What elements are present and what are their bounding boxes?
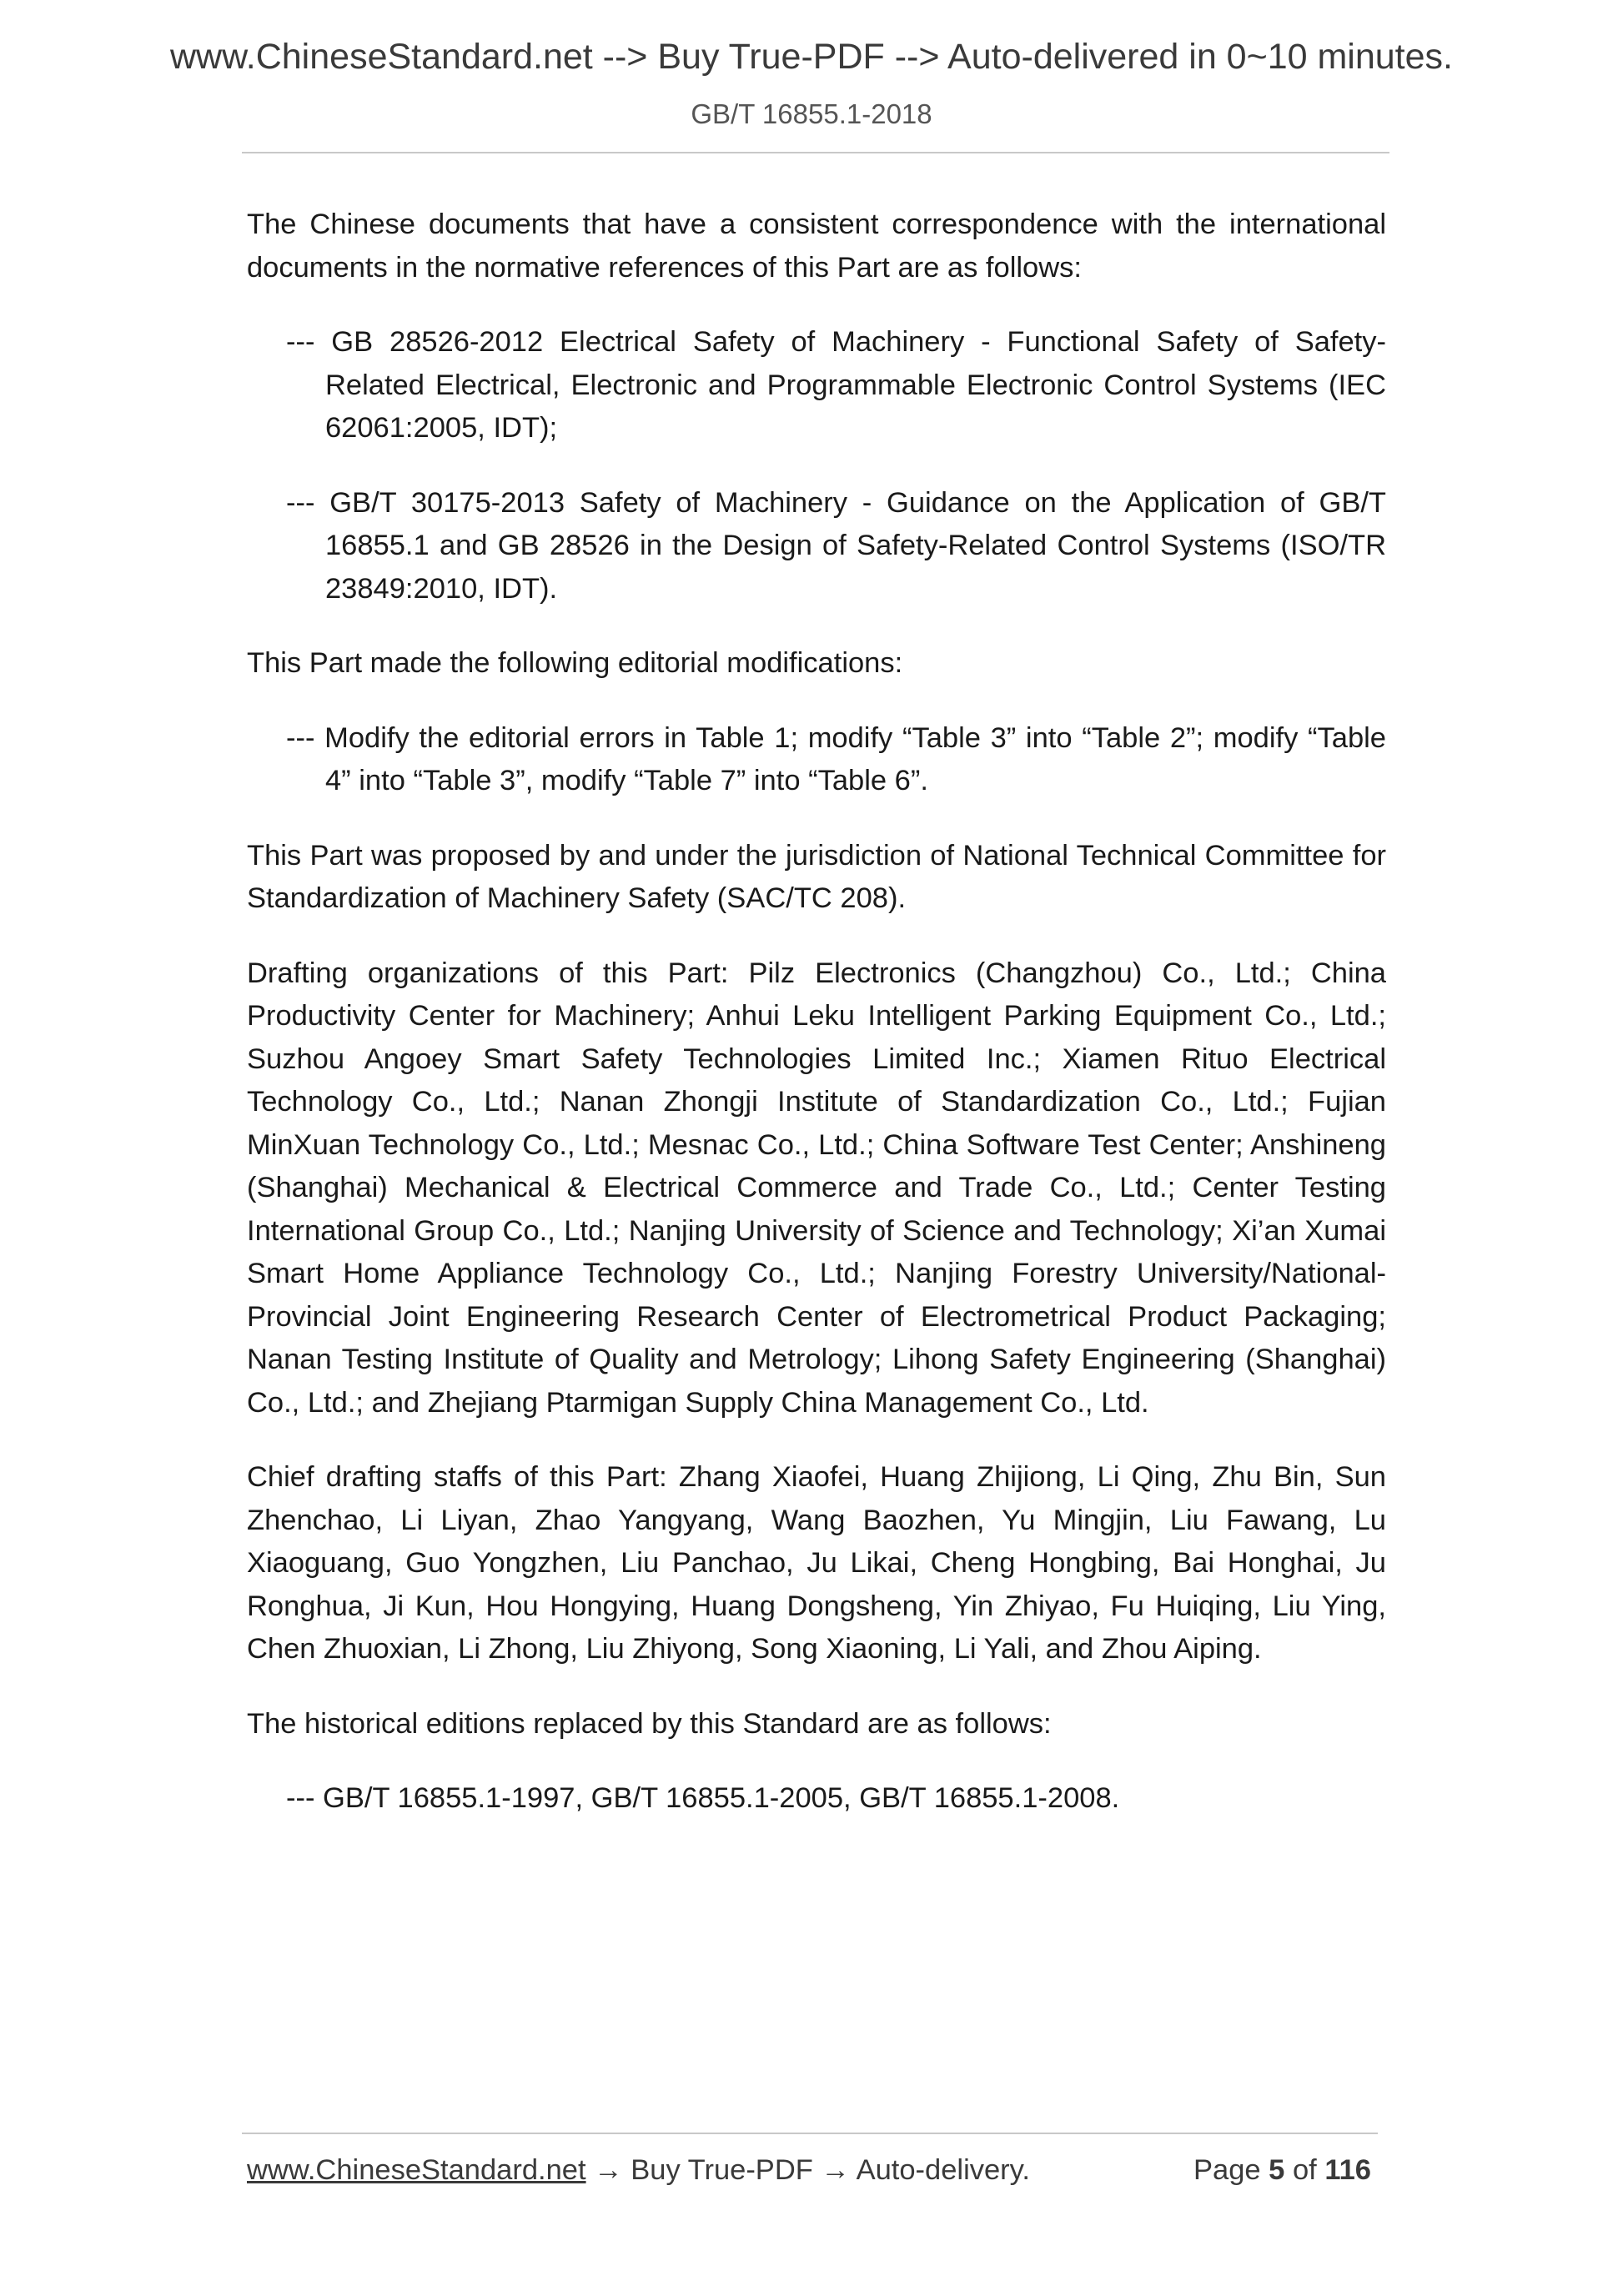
paragraph-correspondence: The Chinese documents that have a consistent correspondence with the international documents in the normative references of this Part are as follows: [247,208,1386,284]
paragraph-drafting-staff: Chief drafting staffs of this Part: Zhang Xiaofei, Huang Zhijiong, Li Qing, Zhu Bin, Sun Zhenchao, Li Liyan, Zhao Yangyang, Wang Baozhen, Yu Mingjin, Liu Fawang, Lu Xiaoguang, Guo Yongzhen, Liu Panchao, Ju Likai, Cheng Hongbing, Bai Honghai, Ju Ronghua, Ji Kun, Hou Hongying, Huang Dongsheng, Yin Zhiyao, Fu Huiqing, Liu Ying, Chen Zhuoxian, Li Zhong, Liu Zhiyong, Song Xiaoning, Li Yali, and Zhou Aiping. [247,1461,1386,1665]
page-indicator [1193,2154,1371,2187]
header-divider [242,152,1389,153]
footer-tagline: → Buy True-PDF → Auto-delivery. [585,2154,1030,2186]
list-item: --- Modify the editorial errors in Table 1; modify “Table 3” into “Table 2”; modify “Table 4” into “Table 3”, modify “Table 7” into “Table 6”. [286,721,1386,796]
page-current: 5 [1269,2154,1285,2186]
page-of: of [1292,2154,1317,2186]
page-content [247,203,1386,1852]
footer-site-link[interactable]: www.ChineseStandard.net [247,2154,586,2186]
site-banner[interactable]: www.ChineseStandard.net --> Buy True-PDF --> Auto-delivered in 0~10 minutes. [169,37,1453,77]
page-footer [247,2154,1381,2196]
list-item: --- GB/T 30175-2013 Safety of Machinery - Guidance on the Application of GB/T 16855.1 and GB 28526 in the Design of Safety-Related Control Systems (ISO/TR 23849:2010, IDT). [286,486,1386,605]
list-item: --- GB 28526-2012 Electrical Safety of Machinery - Functional Safety of Safety-Related Electrical, Electronic and Programmable Electronic Control Systems (IEC 62061:2005, IDT); [286,326,1386,444]
paragraph-editorial: This Part made the following editorial modifications: [247,647,903,679]
list-item: --- GB/T 16855.1-1997, GB/T 16855.1-2005, GB/T 16855.1-2008. [286,1782,1120,1814]
page-label: Page [1193,2154,1261,2186]
paragraph-proposed: This Part was proposed by and under the jurisdiction of National Technical Committee for Standardization of Machinery Safety (SAC/TC 208). [247,839,1386,914]
page-total: 116 [1324,2154,1371,2186]
footer-left [247,2154,1030,2187]
document-number: GB/T 16855.1-2018 [691,98,932,129]
paragraph-drafting-organizations: Drafting organizations of this Part: Pilz Electronics (Changzhou) Co., Ltd.; China Productivity Center for Machinery; Anhui Leku Intelligent Parking Equipment Co., Ltd.; Suzhou Angoey Smart Safety Technologies Limited Inc.; Xiamen Rituo Electrical Technology Co., Ltd.; Nanan Zhongji Institute of Standardization Co., Ltd.; Fujian MinXuan Technology Co., Ltd.; Mesnac Co., Ltd.; China Software Test Center; Anshineng (Shanghai) Mechanical & Electrical Commerce and Trade Co., Ltd.; Center Testing International Group Co., Ltd.; Nanjing University of Science and Technology; Xi’an Xumai Smart Home Appliance Technology Co., Ltd.; Nanjing Forestry University/National-Provincial Joint Engineering Research Center of Electrometrical Product Packaging; Nanan Testing Institute of Quality and Metrology; Lihong Safety Engineering (Shanghai) Co., Ltd.; and Zhejiang Ptarmigan Supply China Management Co., Ltd. [247,957,1386,1419]
footer-divider [242,2133,1378,2134]
paragraph-historical-editions: The historical editions replaced by this Standard are as follows: [247,1707,1052,1740]
